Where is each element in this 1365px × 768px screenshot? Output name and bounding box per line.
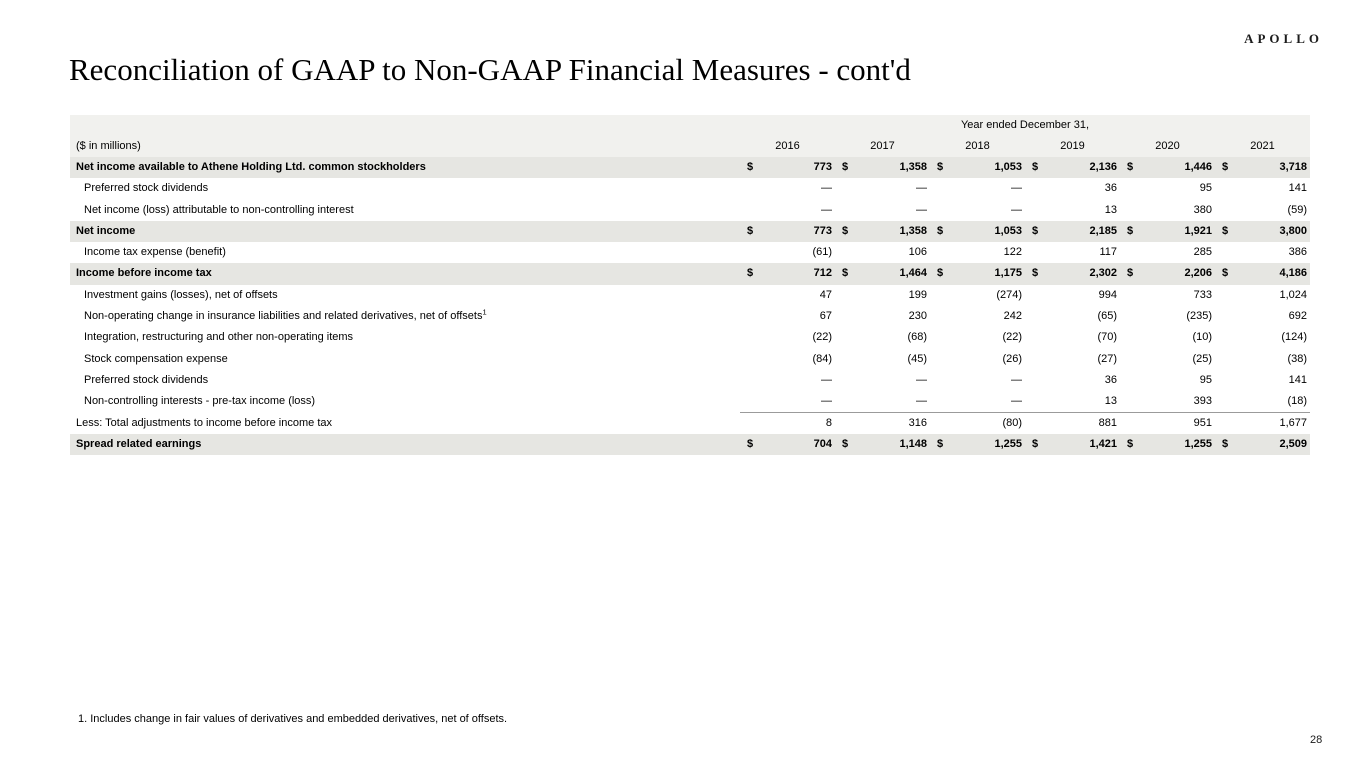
cell-value: 733 — [1193, 288, 1212, 301]
cell-value: (26) — [1002, 352, 1022, 365]
value-cell — [1120, 200, 1215, 221]
value-cell — [1025, 157, 1120, 178]
value-cell — [1025, 285, 1120, 306]
value-cell — [1215, 349, 1310, 370]
value-cell — [1215, 200, 1310, 221]
table-row — [70, 349, 1310, 370]
period-header: Year ended December 31, — [960, 119, 1089, 131]
value-cell — [930, 370, 1025, 391]
dollar-sign: $ — [1032, 437, 1039, 450]
cell-value: 8 — [825, 416, 832, 429]
row-label — [70, 306, 740, 327]
cell-value: (59) — [1287, 203, 1307, 216]
row-label — [70, 370, 740, 391]
row-values — [740, 370, 1310, 391]
dollar-sign: $ — [1127, 267, 1134, 280]
dollar-sign: $ — [937, 224, 944, 237]
header-spacer — [70, 115, 740, 136]
footnote: 1. Includes change in fair values of derivatives and embedded derivatives, net of offsets. — [78, 713, 508, 725]
row-label — [70, 391, 740, 412]
period-header-row — [70, 115, 1310, 136]
value-cell — [1025, 349, 1120, 370]
table-row — [70, 391, 1310, 412]
dollar-sign: $ — [1032, 161, 1039, 173]
value-cell — [930, 178, 1025, 199]
value-cell — [1215, 285, 1310, 306]
value-cell — [740, 221, 835, 242]
table-body — [70, 157, 1310, 455]
cell-value: 1,175 — [994, 267, 1022, 280]
cell-value: — — [916, 395, 927, 408]
page-number: 28 — [1310, 734, 1323, 746]
cell-value: 67 — [819, 310, 832, 323]
cell-value: — — [821, 203, 832, 216]
value-cell — [740, 263, 835, 284]
dollar-sign: $ — [1127, 161, 1134, 173]
cell-value: — — [1011, 395, 1022, 408]
cell-value: 36 — [1104, 373, 1117, 386]
cell-value: 13 — [1104, 203, 1117, 216]
dollar-sign: $ — [1032, 267, 1039, 280]
cell-value: 1,148 — [899, 437, 927, 450]
page-title: Reconciliation of GAAP to Non-GAAP Financial Measures - cont'd — [69, 52, 911, 87]
value-cell — [740, 157, 835, 178]
value-cell — [930, 221, 1025, 242]
cell-value: 3,718 — [1279, 161, 1307, 173]
value-cell — [740, 200, 835, 221]
value-cell — [1025, 178, 1120, 199]
value-cell — [1120, 413, 1215, 434]
dollar-sign: $ — [1032, 224, 1039, 237]
value-cell — [1120, 285, 1215, 306]
cell-value: 230 — [908, 310, 927, 323]
value-cell — [835, 349, 930, 370]
cell-value: 47 — [819, 288, 832, 301]
cell-value: 95 — [1199, 373, 1212, 386]
row-values — [740, 349, 1310, 370]
value-cell — [1025, 327, 1120, 348]
cell-value: 773 — [813, 224, 832, 237]
value-cell — [835, 434, 930, 455]
value-cell — [1215, 242, 1310, 263]
cell-value: (38) — [1287, 352, 1307, 365]
row-label-text: Income tax expense (benefit) — [84, 246, 226, 259]
year-column-header: 2017 — [870, 140, 895, 152]
cell-value: — — [1011, 203, 1022, 216]
row-values — [740, 242, 1310, 263]
value-cell — [1215, 413, 1310, 434]
year-column-header: 2021 — [1250, 140, 1275, 152]
dollar-sign: $ — [747, 224, 754, 237]
cell-value: (80) — [1002, 416, 1022, 429]
value-cell — [835, 263, 930, 284]
row-values — [740, 200, 1310, 221]
table-row — [70, 263, 1310, 284]
value-cell — [1120, 242, 1215, 263]
units-label: ($ in millions) — [76, 140, 141, 152]
row-label — [70, 178, 740, 199]
cell-value: 951 — [1193, 416, 1212, 429]
row-label — [70, 200, 740, 221]
cell-value: — — [821, 373, 832, 386]
value-cell — [740, 370, 835, 391]
value-cell — [1120, 391, 1215, 411]
cell-value: 2,302 — [1089, 267, 1117, 280]
cell-value: 3,800 — [1279, 224, 1307, 237]
row-label — [70, 242, 740, 263]
value-cell — [740, 285, 835, 306]
cell-value: 1,255 — [1184, 437, 1212, 450]
dollar-sign: $ — [1222, 437, 1229, 450]
value-cell — [1120, 370, 1215, 391]
row-label-text: Stock compensation expense — [84, 352, 228, 365]
cell-value: 117 — [1099, 246, 1117, 259]
cell-value: (274) — [996, 288, 1022, 301]
value-cell — [930, 157, 1025, 178]
row-label — [70, 349, 740, 370]
table-row — [70, 221, 1310, 242]
cell-value: (61) — [812, 246, 832, 259]
cell-value: 4,186 — [1279, 267, 1307, 280]
cell-value: 1,053 — [994, 161, 1022, 173]
row-label-text: Non-controlling interests - pre-tax income (loss) — [84, 395, 316, 408]
value-cell — [930, 242, 1025, 263]
year-column-header: 2016 — [775, 140, 800, 152]
value-cell — [1215, 391, 1310, 411]
row-label-text: Spread related earnings — [76, 437, 202, 450]
value-cell — [1025, 263, 1120, 284]
cell-value: — — [1011, 182, 1022, 195]
row-label — [70, 263, 740, 284]
row-values — [740, 285, 1310, 306]
value-cell — [1025, 306, 1120, 327]
year-columns — [740, 136, 1310, 157]
cell-value: 199 — [908, 288, 927, 301]
row-label-text: Net income — [76, 224, 136, 237]
value-cell — [1120, 221, 1215, 242]
value-cell — [835, 178, 930, 199]
cell-value: (65) — [1097, 310, 1117, 323]
cell-value: 1,358 — [899, 161, 927, 173]
cell-value: (84) — [812, 352, 832, 365]
cell-value: 1,421 — [1089, 437, 1117, 450]
value-cell — [1215, 306, 1310, 327]
row-values — [740, 434, 1310, 455]
cell-value: 285 — [1193, 246, 1212, 259]
value-cell — [930, 306, 1025, 327]
cell-value: — — [916, 182, 927, 195]
cell-value: 2,185 — [1089, 224, 1117, 237]
value-cell — [835, 391, 930, 411]
cell-value: 2,206 — [1184, 267, 1212, 280]
value-cell — [1025, 200, 1120, 221]
dollar-sign: $ — [747, 161, 754, 173]
cell-value: 773 — [813, 161, 832, 173]
value-cell — [740, 349, 835, 370]
value-cell — [835, 200, 930, 221]
cell-value: 1,446 — [1184, 161, 1212, 173]
row-label-text: Preferred stock dividends — [84, 182, 209, 195]
row-label — [70, 413, 740, 434]
row-label-text: Net income available to Athene Holding Ltd. common stockholders — [76, 161, 426, 173]
cell-value: (25) — [1192, 352, 1212, 365]
table-row — [70, 200, 1310, 221]
dollar-sign: $ — [842, 267, 849, 280]
year-header-row — [70, 136, 1310, 157]
cell-value: — — [821, 182, 832, 195]
value-cell — [930, 413, 1025, 434]
value-cell — [930, 434, 1025, 455]
value-cell — [1120, 178, 1215, 199]
cell-value: (18) — [1287, 395, 1307, 408]
value-cell — [930, 200, 1025, 221]
value-cell — [835, 306, 930, 327]
row-label-text: Net income (loss) attributable to non-controlling interest — [84, 203, 354, 216]
row-label — [70, 157, 740, 178]
value-cell — [835, 242, 930, 263]
value-cell — [740, 391, 835, 411]
row-label — [70, 221, 740, 242]
cell-value: (22) — [1002, 331, 1022, 344]
cell-value: (70) — [1097, 331, 1117, 344]
row-values — [740, 157, 1310, 178]
cell-value: 380 — [1193, 203, 1212, 216]
value-cell — [1120, 306, 1215, 327]
value-cell — [1025, 391, 1120, 411]
year-column-header: 2019 — [1060, 140, 1085, 152]
year-column-header: 2018 — [965, 140, 990, 152]
cell-value: 1,677 — [1279, 416, 1307, 429]
value-cell — [930, 263, 1025, 284]
row-label-text: Income before income tax — [76, 267, 212, 280]
dollar-sign: $ — [842, 224, 849, 237]
dollar-sign: $ — [937, 437, 944, 450]
row-values — [740, 327, 1310, 348]
table-row — [70, 434, 1310, 455]
cell-value: — — [1011, 373, 1022, 386]
cell-value: (45) — [907, 352, 927, 365]
cell-value: 316 — [908, 416, 927, 429]
cell-value: 704 — [813, 437, 832, 450]
dollar-sign: $ — [747, 267, 754, 280]
value-cell — [740, 178, 835, 199]
value-cell — [1025, 221, 1120, 242]
cell-value: 95 — [1199, 182, 1212, 195]
cell-value: — — [916, 373, 927, 386]
value-cell — [1120, 327, 1215, 348]
value-cell — [930, 391, 1025, 411]
row-label-text: Less: Total adjustments to income before income tax — [76, 416, 332, 429]
table-row — [70, 157, 1310, 178]
value-cell — [1215, 157, 1310, 178]
dollar-sign: $ — [1127, 224, 1134, 237]
row-values — [740, 178, 1310, 199]
value-cell — [930, 327, 1025, 348]
dollar-sign: $ — [1222, 224, 1229, 237]
cell-value: 2,509 — [1279, 437, 1307, 450]
year-column-header: 2020 — [1155, 140, 1180, 152]
dollar-sign: $ — [1222, 267, 1229, 280]
cell-value: 13 — [1104, 395, 1117, 408]
value-cell — [740, 413, 835, 434]
row-values — [740, 391, 1310, 412]
cell-value: (27) — [1097, 352, 1117, 365]
cell-value: 1,024 — [1279, 288, 1307, 301]
dollar-sign: $ — [937, 267, 944, 280]
dollar-sign: $ — [842, 437, 849, 450]
row-label-text: Non-operating change in insurance liabilities and related derivatives, net of offsets — [84, 310, 483, 323]
row-values — [740, 306, 1310, 327]
cell-value: 712 — [813, 267, 832, 280]
value-cell — [740, 242, 835, 263]
dollar-sign: $ — [937, 161, 944, 173]
cell-value: 141 — [1288, 373, 1307, 386]
row-values — [740, 263, 1310, 284]
cell-value: 1,053 — [994, 224, 1022, 237]
table-row — [70, 285, 1310, 306]
reconciliation-table — [70, 115, 1310, 455]
cell-value: 1,255 — [994, 437, 1022, 450]
cell-value: (22) — [812, 331, 832, 344]
value-cell — [835, 221, 930, 242]
table-row — [70, 306, 1310, 327]
value-cell — [1215, 327, 1310, 348]
table-row — [70, 413, 1310, 434]
value-cell — [1215, 263, 1310, 284]
table-row — [70, 370, 1310, 391]
cell-value: (124) — [1281, 331, 1307, 344]
cell-value: 1,464 — [899, 267, 927, 280]
apollo-logo: APOLLO — [1244, 31, 1323, 46]
value-cell — [1215, 370, 1310, 391]
cell-value: 393 — [1193, 395, 1212, 408]
value-cell — [1025, 413, 1120, 434]
row-label-text: Integration, restructuring and other non-operating items — [84, 331, 354, 344]
cell-value: 2,136 — [1089, 161, 1117, 173]
cell-value: — — [916, 203, 927, 216]
cell-value: 122 — [1003, 246, 1022, 259]
row-label-text: Preferred stock dividends — [84, 373, 209, 386]
row-values — [740, 221, 1310, 242]
cell-value: 242 — [1003, 310, 1022, 323]
table-row — [70, 242, 1310, 263]
dollar-sign: $ — [1127, 437, 1134, 450]
table-row — [70, 178, 1310, 199]
value-cell — [1120, 157, 1215, 178]
value-cell — [740, 434, 835, 455]
value-cell — [1120, 349, 1215, 370]
value-cell — [1120, 434, 1215, 455]
value-cell — [740, 306, 835, 327]
cell-value: (10) — [1192, 331, 1212, 344]
cell-value: (68) — [907, 331, 927, 344]
cell-value: 386 — [1288, 246, 1307, 259]
cell-value: 106 — [908, 246, 927, 259]
table-header — [70, 115, 1310, 157]
value-cell — [835, 157, 930, 178]
value-cell — [930, 285, 1025, 306]
value-cell — [930, 349, 1025, 370]
value-cell — [1215, 221, 1310, 242]
cell-value: 1,358 — [899, 224, 927, 237]
value-cell — [1025, 434, 1120, 455]
value-cell — [835, 327, 930, 348]
value-cell — [740, 327, 835, 348]
dollar-sign: $ — [747, 437, 754, 450]
row-label — [70, 434, 740, 455]
value-cell — [835, 285, 930, 306]
value-cell — [1215, 434, 1310, 455]
cell-value: 1,921 — [1184, 224, 1212, 237]
row-label — [70, 285, 740, 306]
value-cell — [1215, 178, 1310, 199]
dollar-sign: $ — [842, 161, 849, 173]
value-cell — [1025, 242, 1120, 263]
value-cell — [1120, 263, 1215, 284]
value-cell — [835, 370, 930, 391]
dollar-sign: $ — [1222, 161, 1229, 173]
cell-value: 141 — [1288, 182, 1307, 195]
cell-value: 994 — [1098, 288, 1117, 301]
footnote-marker: 1 — [482, 307, 487, 317]
cell-value: 881 — [1098, 416, 1117, 429]
cell-value: 36 — [1104, 182, 1117, 195]
value-cell — [835, 413, 930, 434]
cell-value: — — [821, 395, 832, 408]
row-values — [740, 413, 1310, 434]
cell-value: (235) — [1186, 310, 1212, 323]
row-label-text: Investment gains (losses), net of offsets — [84, 288, 278, 301]
row-label — [70, 327, 740, 348]
cell-value: 692 — [1288, 310, 1307, 323]
value-cell — [1025, 370, 1120, 391]
table-row — [70, 327, 1310, 348]
